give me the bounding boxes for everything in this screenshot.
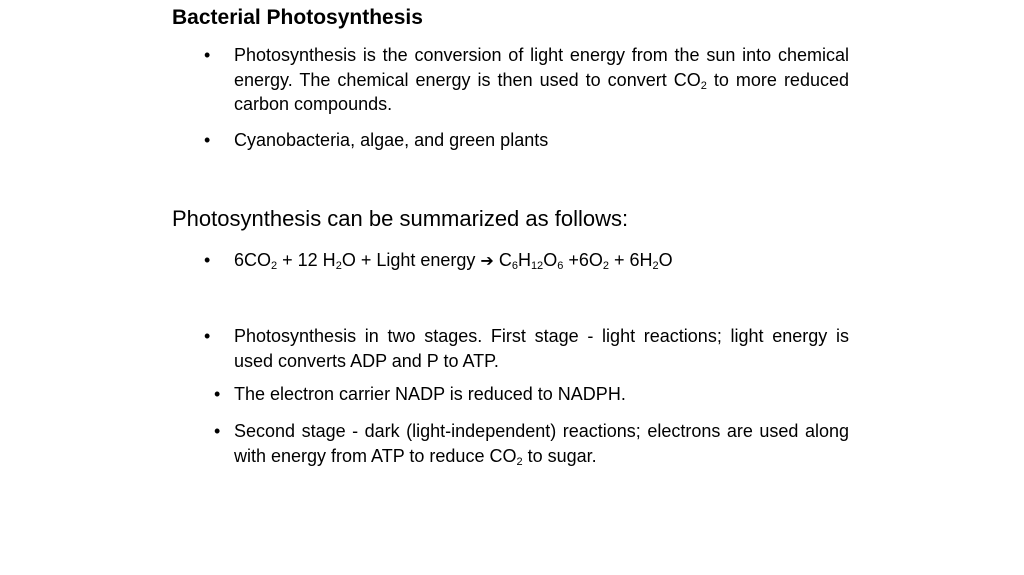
equation-term: + 12 H bbox=[277, 250, 336, 270]
bullet-text: Photosynthesis is the conversion of light energy from the sun into chemical energy. The chemical energy is then used to convert CO bbox=[234, 45, 849, 90]
bullet-marker: • bbox=[204, 130, 211, 150]
bullet-marker: • bbox=[204, 326, 211, 346]
slide-title: Bacterial Photosynthesis bbox=[172, 6, 423, 29]
subscript: 6 bbox=[511, 260, 518, 272]
subscript: 6 bbox=[557, 260, 564, 272]
bullet-equation bbox=[204, 248, 849, 274]
bullet-organisms bbox=[204, 128, 849, 153]
subscript: 2 bbox=[602, 260, 609, 272]
bullet-marker: • bbox=[214, 421, 221, 441]
bullet-marker: • bbox=[204, 250, 211, 270]
bullet-marker: • bbox=[214, 384, 221, 404]
equation-term: +6O bbox=[563, 250, 603, 270]
equation-term: 6CO bbox=[234, 250, 272, 270]
summary-heading: Photosynthesis can be summarized as follows: bbox=[172, 206, 629, 231]
subscript: 2 bbox=[335, 260, 342, 272]
equation-term: + 6H bbox=[608, 250, 653, 270]
bullet-text: to sugar. bbox=[522, 445, 597, 466]
bullet-text: to more reduced carbon compounds. bbox=[234, 69, 849, 114]
bullet-nadp bbox=[214, 382, 849, 407]
equation-term: O + Light energy bbox=[341, 250, 481, 270]
subscript: 2 bbox=[271, 260, 278, 272]
bullet-text: Cyanobacteria, algae, and green plants bbox=[234, 130, 549, 150]
equation-term: O bbox=[543, 250, 558, 270]
bullet-marker: • bbox=[204, 45, 211, 65]
equation-term: H bbox=[517, 250, 531, 270]
bullet-photosynthesis-definition bbox=[204, 43, 849, 117]
subscript: 2 bbox=[700, 79, 707, 92]
subscript: 2 bbox=[516, 455, 523, 468]
bullet-text: Photosynthesis in two stages. First stage - light reactions; light energy is used converts ADP and P to ATP. bbox=[234, 326, 849, 371]
equation-term: C bbox=[493, 250, 512, 270]
equation-term: O bbox=[658, 250, 673, 270]
bullet-text: Second stage - dark (light-independent) reactions; electrons are used along with energy from ATP to reduce CO bbox=[234, 421, 849, 466]
subscript: 12 bbox=[530, 260, 544, 272]
equation bbox=[234, 250, 673, 270]
arrow-icon: ➔ bbox=[480, 251, 494, 270]
bullet-text: The electron carrier NADP is reduced to NADPH. bbox=[234, 384, 626, 404]
bullet-second-stage bbox=[214, 419, 849, 468]
subscript: 2 bbox=[652, 260, 659, 272]
bullet-two-stages bbox=[204, 324, 849, 373]
